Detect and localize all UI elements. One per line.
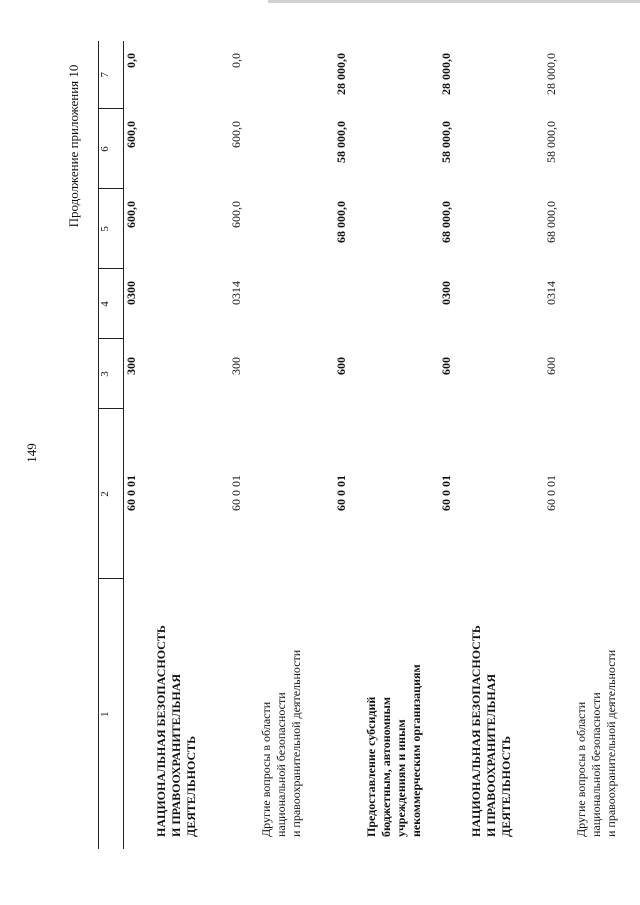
value-col-7: 28 000,0	[439, 53, 453, 95]
col-header-7: 7	[99, 41, 124, 109]
section-code: 0314	[544, 281, 558, 305]
row-name	[229, 579, 334, 849]
value-col-7: 28 000,0	[334, 53, 348, 95]
continuation-label: Продолжение приложения 10	[66, 64, 81, 228]
name-line: национальной безопасности	[274, 692, 288, 837]
expense-type: 600	[544, 357, 558, 375]
table-header-row	[99, 41, 124, 849]
name-line: ДЕЯТЕЛЬНОСТЬ	[499, 735, 513, 837]
target-code: 60 0 01	[229, 475, 243, 511]
col-header-4: 4	[99, 269, 124, 339]
target-code: 60 0 01	[439, 475, 453, 511]
name-line: НАЦИОНАЛЬНАЯ БЕЗОПАСНОСТЬ	[469, 625, 483, 837]
name-line: некоммерческим организациям	[409, 664, 423, 837]
table-row	[334, 41, 439, 849]
name-line: и правоохранительной деятельности	[604, 649, 618, 837]
col-header-5: 5	[99, 189, 124, 269]
name-line: ДЕЯТЕЛЬНОСТЬ	[184, 735, 198, 837]
budget-table	[98, 41, 640, 849]
row-name	[544, 579, 640, 849]
value-col-5: 68 000,0	[439, 201, 453, 243]
row-name	[124, 579, 230, 849]
expense-type: 300	[124, 357, 138, 375]
value-col-6: 600,0	[229, 121, 243, 148]
value-col-6: 600,0	[124, 121, 138, 148]
table-row	[124, 41, 230, 849]
row-name	[334, 579, 439, 849]
table-row	[544, 41, 640, 849]
target-code: 60 0 01	[544, 475, 558, 511]
col-header-3: 3	[99, 339, 124, 409]
row-name	[439, 579, 544, 849]
name-line: И ПРАВООХРАНИТЕЛЬНАЯ	[169, 673, 183, 837]
section-code: 0314	[229, 281, 243, 305]
expense-type: 600	[334, 357, 348, 375]
target-code: 60 0 01	[334, 475, 348, 511]
col-header-6: 6	[99, 109, 124, 189]
name-line: Другие вопросы в области	[259, 701, 273, 837]
value-col-7: 0,0	[229, 53, 243, 68]
col-header-2: 2	[99, 409, 124, 579]
name-line: учреждениям и иным	[394, 719, 408, 837]
scan-top-rule	[268, 0, 640, 3]
value-col-5: 600,0	[124, 201, 138, 228]
section-code: 0300	[124, 281, 138, 305]
value-col-6: 58 000,0	[544, 121, 558, 163]
name-line: национальной безопасности	[589, 692, 603, 837]
name-line: бюджетным, автономным	[379, 696, 393, 837]
value-col-6: 58 000,0	[334, 121, 348, 163]
section-code	[334, 269, 439, 339]
expense-type: 600	[439, 357, 453, 375]
name-line: и правоохранительной деятельности	[289, 649, 303, 837]
page-number: 149	[24, 443, 39, 463]
col-header-1: 1	[99, 579, 124, 849]
name-line: И ПРАВООХРАНИТЕЛЬНАЯ	[484, 673, 498, 837]
value-col-5: 600,0	[229, 201, 243, 228]
name-line: НАЦИОНАЛЬНАЯ БЕЗОПАСНОСТЬ	[154, 625, 168, 837]
name-line: Предоставление субсидий	[364, 696, 378, 837]
value-col-5: 68 000,0	[544, 201, 558, 243]
expense-type: 300	[229, 357, 243, 375]
table-row	[439, 41, 544, 849]
value-col-6: 58 000,0	[439, 121, 453, 163]
target-code: 60 0 01	[124, 475, 138, 511]
table-row	[229, 41, 334, 849]
section-code: 0300	[439, 281, 453, 305]
value-col-7: 28 000,0	[544, 53, 558, 95]
name-line: Другие вопросы в области	[574, 701, 588, 837]
value-col-7: 0,0	[124, 53, 138, 68]
budget-table-area	[98, 41, 618, 849]
value-col-5: 68 000,0	[334, 201, 348, 243]
